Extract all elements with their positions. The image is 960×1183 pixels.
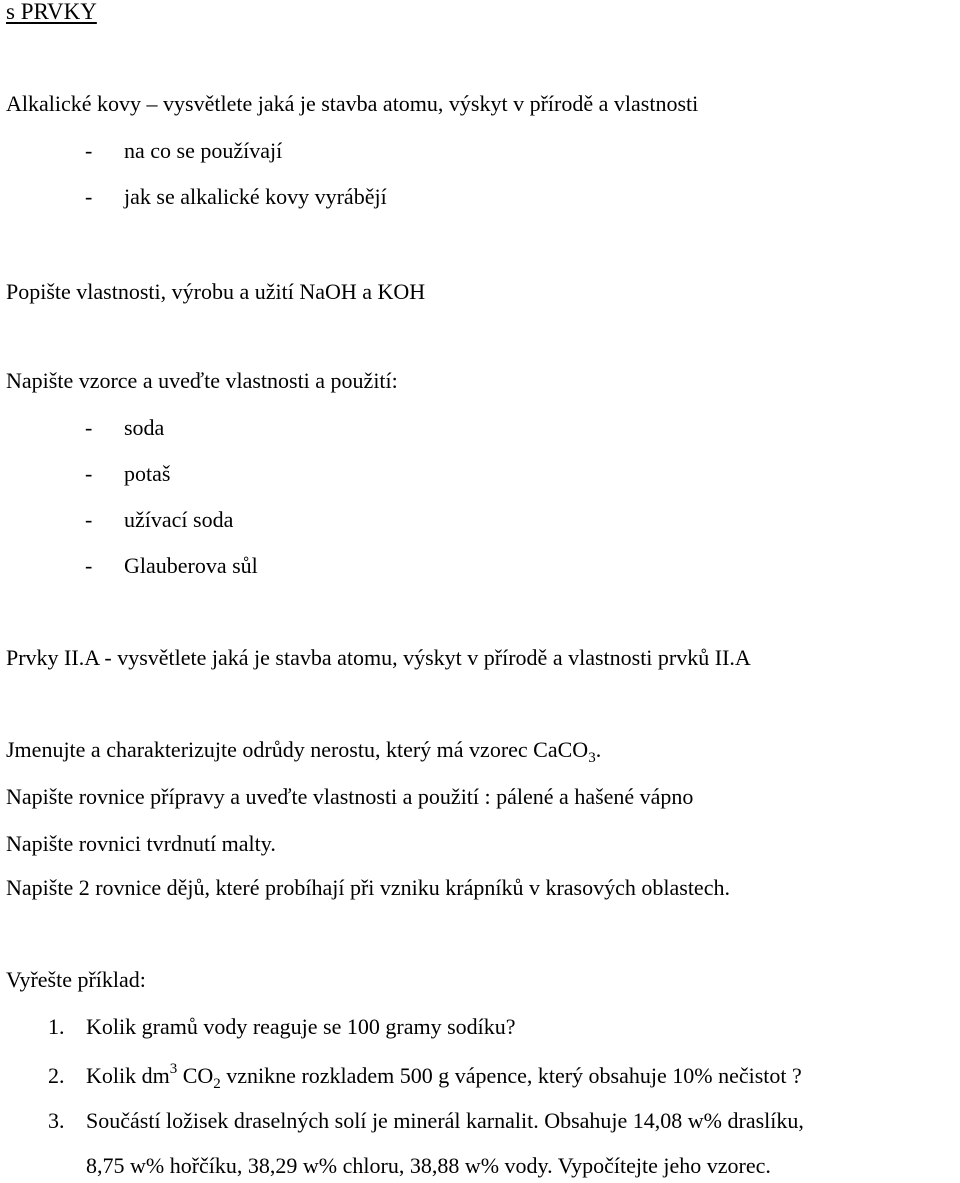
lime-line: Napište rovnice přípravy a uveďte vlastnosti a použití : pálené a hašené vápno [6,784,694,809]
problem-number: 1. [48,1014,65,1039]
superscript: 3 [169,1061,178,1077]
problem-text-part: CO [177,1063,214,1088]
problem-text-part: Kolik dm [86,1063,170,1088]
formulas-heading: Napište vzorce a uveďte vlastnosti a použití: [6,368,398,393]
dash-bullet: - [85,553,93,578]
list-item-text: užívací soda [124,507,234,532]
prvky-iia-line: Prvky II.A - vysvětlete jaká je stavba atomu, výskyt v přírodě a vlastnosti prvků II.A [6,645,751,670]
list-item-text: jak se alkalické kovy vyrábějí [124,184,387,209]
problem-number: 2. [48,1063,65,1088]
period: . [595,737,602,762]
dash-bullet: - [85,415,93,440]
subscript: 2 [213,1076,221,1092]
page-title: s PRVKY [6,0,97,24]
alkali-heading: Alkalické kovy – vysvětlete jaká je stavba atomu, výskyt v přírodě a vlastnosti [6,91,699,116]
list-item-text: potaš [124,461,171,486]
problem-number: 3. [48,1108,65,1133]
naoh-koh-line: Popište vlastnosti, výrobu a užití NaOH a KOH [6,279,426,304]
dash-bullet: - [85,507,93,532]
problem-text: 8,75 w% hořčíku, 38,29 w% chloru, 38,88 w% vody. Vypočítejte jeho vzorec. [86,1153,771,1178]
malta-line: Napište rovnici tvrdnutí malty. [6,831,276,856]
caco3-line [6,737,602,766]
subscript: 3 [588,750,596,766]
problem-text: Součástí ložisek draselných solí je minerál karnalit. Obsahuje 14,08 w% draslíku, [86,1108,804,1133]
list-item-text: soda [124,415,165,440]
caco3-text: Jmenujte a charakterizujte odrůdy nerostu, který má vzorec CaCO [6,737,589,762]
problem-text-part: vznikne rozkladem 500 g vápence, který obsahuje 10% nečistot ? [220,1063,802,1088]
problems-heading: Vyřešte příklad: [6,967,146,992]
problem-text [86,1061,802,1092]
dash-bullet: - [85,461,93,486]
list-item-text: na co se používají [124,138,283,163]
dash-bullet: - [85,184,93,209]
dash-bullet: - [85,138,93,163]
list-item-text: Glauberova sůl [124,553,258,578]
problem-text: Kolik gramů vody reaguje se 100 gramy sodíku? [86,1014,516,1039]
caves-line: Napište 2 rovnice dějů, které probíhají při vzniku krápníků v krasových oblastech. [6,875,730,900]
